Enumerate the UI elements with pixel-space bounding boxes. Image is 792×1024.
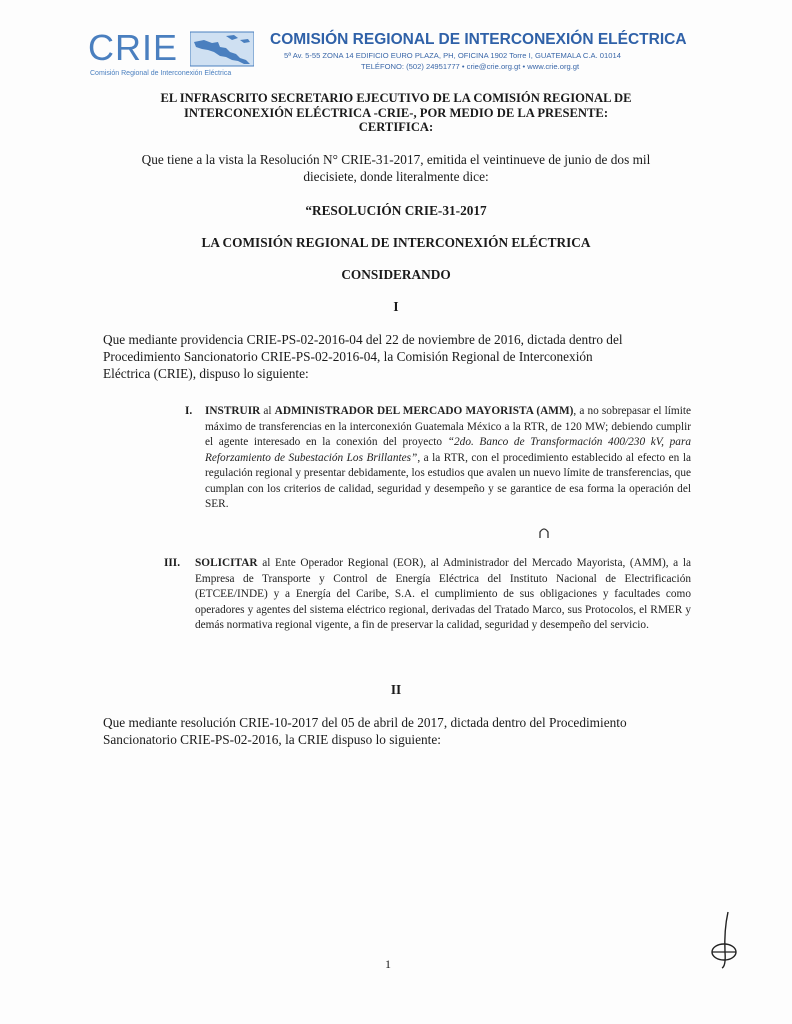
item-i-verb: INSTRUIR: [205, 405, 261, 417]
resolution-title: “RESOLUCIÓN CRIE-31-2017: [305, 203, 487, 218]
item-i-text-a3: , a la RTR, con el procedimiento establecido al efecto en la regulación regional y presentar debidamente, los estudios que avalen un nuevo límite de transferencias, que cumplan con los criterios de calidad, seguridad y desempeño y se garantice de esa forma la operación del SER.: [205, 451, 691, 510]
item-i-number: I.: [185, 405, 193, 417]
handwritten-initials-icon: [704, 910, 744, 970]
organization-address: 5ª Av. 5-55 ZONA 14 EDIFICIO EURO PLAZA, PH, OFICINA 1902 Torre I, GUATEMALA C.A. 01014: [284, 51, 621, 60]
certification-line-3: CERTIFICA:: [358, 120, 434, 134]
certification-line-2: INTERCONEXIÓN ELÉCTRICA -CRIE-, POR MEDIO DE LA PRESENTE:: [183, 105, 609, 120]
paragraph-1-line-1: Que mediante providencia CRIE-PS-02-2016-04 del 22 de noviembre de 2016, dictada dentro del: [103, 332, 623, 347]
item-iii-verb: SOLICITAR: [195, 557, 258, 569]
paragraph-2-line-2: Sancionatorio CRIE-PS-02-2016, la CRIE dispuso lo siguiente:: [103, 732, 441, 747]
crie-logo: [88, 28, 256, 82]
considerando-heading: CONSIDERANDO: [341, 267, 451, 282]
item-i-entity: ADMINISTRADOR DEL MERCADO MAYORISTA (AMM): [274, 405, 574, 417]
item-iii-number: III.: [164, 557, 181, 569]
organization-contact: TELÉFONO: (502) 24951777 • crie@crie.org.gt • www.crie.org.gt: [361, 62, 580, 71]
certification-line-1: EL INFRASCRITO SECRETARIO EJECUTIVO DE LA COMISIÓN REGIONAL DE: [160, 91, 632, 105]
intro-paragraph: [100, 151, 692, 185]
item-i-text-a2: , a no sobrepasar el límite máximo de transferencias en la interconexión Guatemala México a la RTR, de 120 MW; debiendo cumplir el agente interesado en la conexión del proyecto: [205, 405, 691, 448]
organization-name: COMISIÓN REGIONAL DE INTERCONEXIÓN ELÉCTRICA: [270, 31, 687, 48]
item-i-text-a1: al: [260, 405, 275, 417]
intro-line-1: Que tiene a la vista la Resolución N° CRIE-31-2017, emitida el veintinueve de junio de dos mil: [141, 152, 651, 167]
handwritten-mark-icon: [537, 526, 551, 540]
paragraph-2: [103, 714, 693, 748]
logo-text: CRIE: [88, 27, 179, 68]
item-i-text: [205, 404, 691, 513]
item-iii-body: al Ente Operador Regional (EOR), al Administrador del Mercado Mayorista, (AMM), a la Empresa de Transporte y Control de Energía Eléctrica del Instituto Nacional de Electrificación (ETCEE/INDE) y a Energía del Caribe, S.A. el cumplimiento de sus obligaciones y facultades como operadores y agentes del sistema eléctrico regional, derivadas del Tratado Marco, sus Protocolos, el RMER y demás normativa regional vigente, a fin de preservar la calidad, seguridad y desempeño del servicio.: [195, 557, 691, 631]
section-i-heading: I: [393, 299, 399, 314]
intro-line-2: diecisiete, donde literalmente dice:: [303, 169, 489, 184]
paragraph-1-line-3: Eléctrica (CRIE), dispuso lo siguiente:: [103, 366, 309, 381]
item-iii-text: [195, 556, 691, 634]
item-i-project: “2do. Banco de Transformación 400/230 kV, para Reforzamiento de Subestación Los Brillantes”: [205, 436, 691, 464]
paragraph-1-line-2: Procedimiento Sancionatorio CRIE-PS-02-2016-04, la Comisión Regional de Interconexión: [103, 349, 593, 364]
paragraph-1: [103, 331, 693, 382]
logo-subtitle: Comisión Regional de Interconexión Eléctrica: [90, 70, 232, 77]
commission-title: LA COMISIÓN REGIONAL DE INTERCONEXIÓN ELÉCTRICA: [201, 235, 591, 250]
section-ii-heading: II: [390, 682, 402, 697]
paragraph-2-line-1: Que mediante resolución CRIE-10-2017 del 05 de abril de 2017, dictada dentro del Procedimiento: [103, 715, 627, 730]
certification-heading: [100, 91, 692, 135]
page-number: 1: [385, 957, 391, 971]
central-america-map-icon: [190, 30, 254, 68]
